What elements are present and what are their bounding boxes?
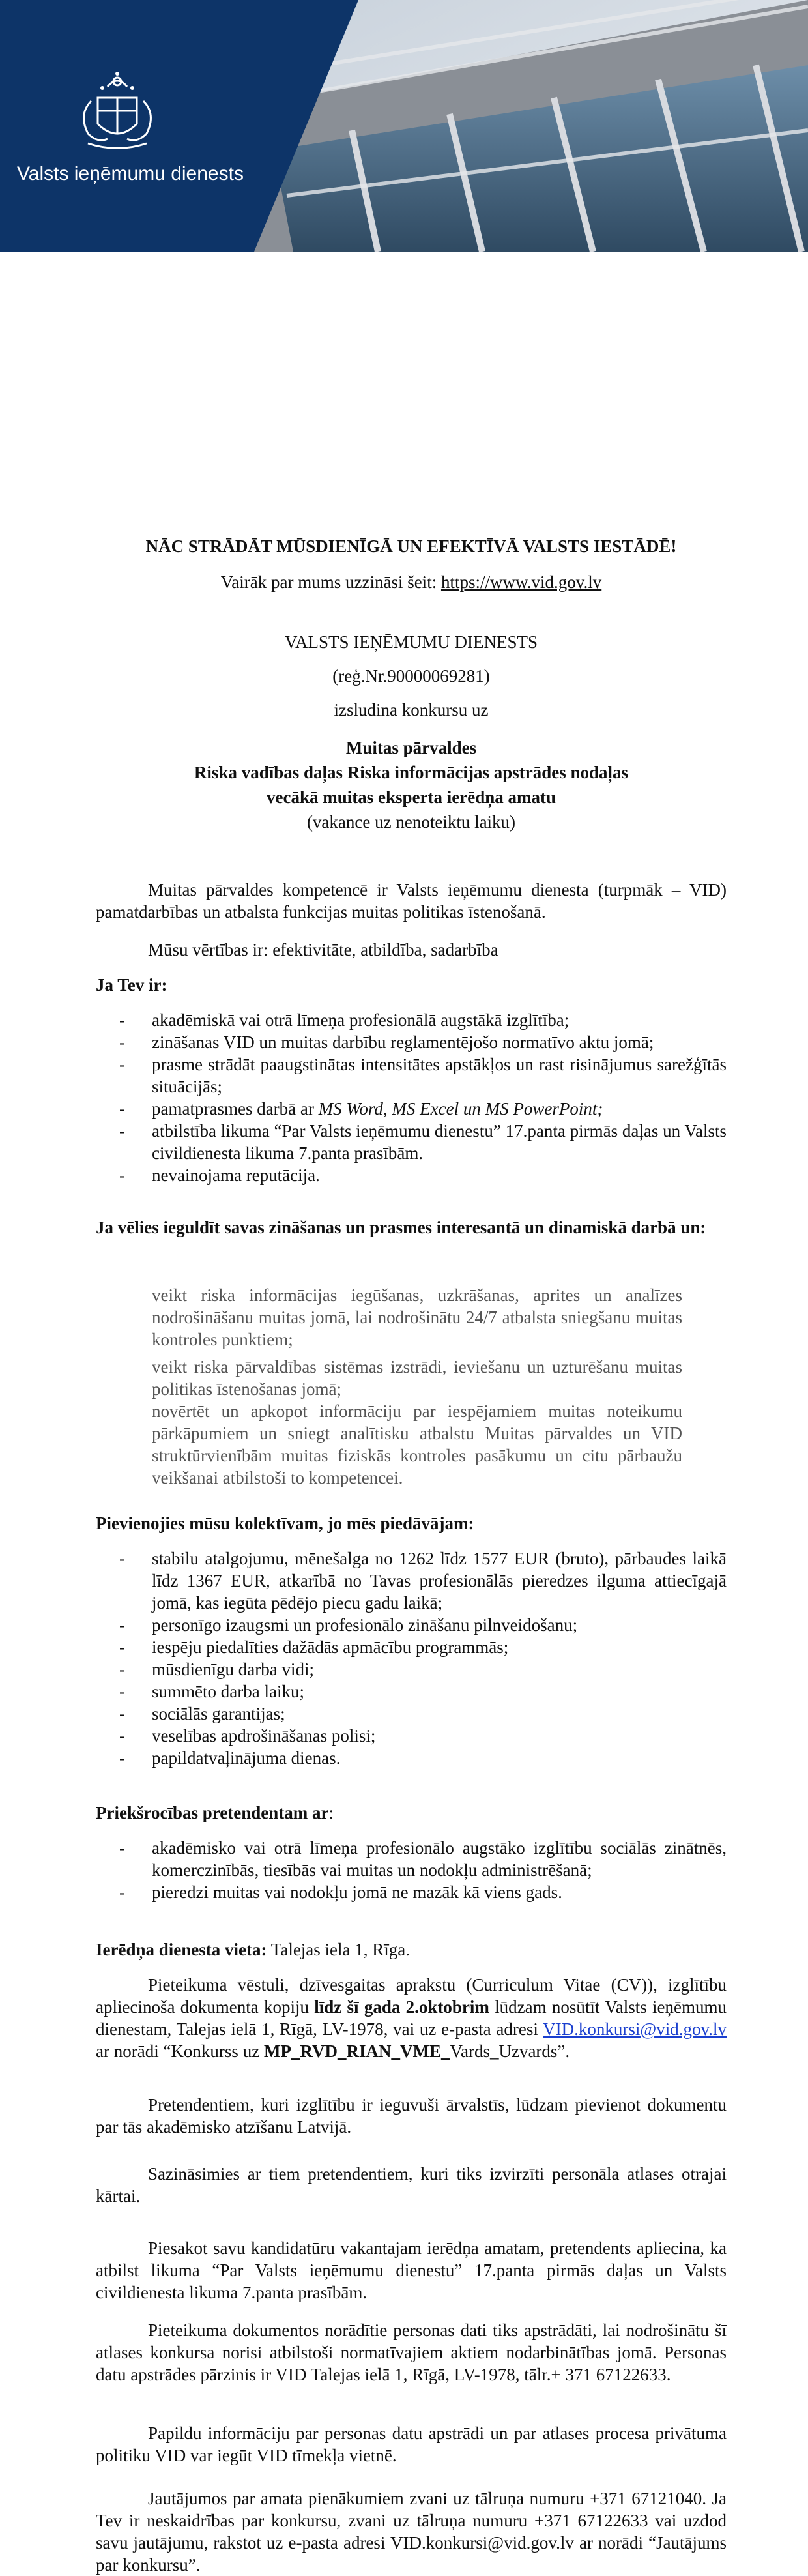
bullet-dash-icon: - bbox=[119, 1549, 125, 1568]
application-deadline: līdz šī gada 2.oktobrim bbox=[314, 1997, 489, 2017]
bullet-dash-icon: - bbox=[119, 1726, 125, 1746]
bullet-dash-icon: - bbox=[119, 1032, 125, 1052]
more-info bbox=[96, 571, 727, 593]
questions-paragraph: Jautājumos par amata pienākumiem zvani uz tālruņa numuru +371 67121040. Ja Tev ir neskaidrības par konkursu, zvani uz tālruņa numuru +371 67122633 vai uzdod savu jautājumu, rakstot uz e-pasta adresi VID.konkursi@vid.gov.lv ar norādi “Jautājums par konkursu”. bbox=[96, 2489, 727, 2575]
list-item: - zināšanas VID un muitas darbību reglamentējošo normatīvo aktu jomā; bbox=[119, 1032, 654, 1052]
department-2: Riska vadības daļas Riska informācijas apstrādes nodaļas bbox=[194, 763, 629, 782]
position-title: vecākā muitas eksperta ierēdņa amatu bbox=[267, 787, 556, 807]
list-item: - summēto darba laiku; bbox=[119, 1682, 304, 1701]
software-names: MS Word, MS Excel un MS PowerPoint; bbox=[318, 1099, 603, 1119]
compliance-paragraph: Piesakot savu kandidatūru vakantajam ierēdņa amatam, pretendents apliecina, ka atbilst likuma “Par Valsts ieņēmumu dienestu” 17.panta pirmās daļas un Valsts civildienesta likuma 7.panta prasībām. bbox=[96, 2238, 727, 2302]
bullet-dash-icon: - bbox=[119, 1055, 125, 1074]
list-item: - personīgo izaugsmi un profesionālo zināšanu pilnveidošanu; bbox=[119, 1615, 578, 1635]
coat-of-arms-icon bbox=[62, 55, 173, 166]
org-name-logo: Valsts ieņēmumu dienests bbox=[17, 163, 244, 184]
list-item: – veikt riska informācijas iegūšanas, uzkrāšanas, aprites un analīzes nodrošināšanu muitas jomā, lai nodrošinātu 24/7 atbalsta sniegšanu muitas kontroles punktiem; bbox=[119, 1285, 682, 1349]
offer-list bbox=[96, 1547, 727, 1769]
list-item: - atbilstība likuma “Par Valsts ieņēmumu dienestu” 17.panta pirmās daļas un Valsts civildienesta likuma 7.panta prasībām. bbox=[119, 1121, 727, 1163]
building-photo bbox=[254, 0, 808, 252]
vacancy-type: (vakance uz nenoteiktu laiku) bbox=[306, 812, 516, 832]
headline: NĀC STRĀDĀT MŪSDIENĪGĀ UN EFEKTĪVĀ VALSTS IESTĀDĒ! bbox=[145, 536, 677, 556]
list-item: - pieredzi muitas vai nodokļu jomā ne mazāk kā viens gads. bbox=[119, 1882, 562, 1902]
registration-number: (reģ.Nr.90000069281) bbox=[332, 666, 490, 686]
duties-heading: Ja vēlies ieguldīt savas zināšanas un prasmes interesantā un dinamiskā darbā un: bbox=[96, 1218, 706, 1237]
location-label: Ierēdņa dienesta vieta: bbox=[96, 1940, 267, 1959]
privacy-paragraph: Papildu informāciju par personas datu apstrādi un par atlases procesa privātuma politiku VID var iegūt VID tīmekļa vietnē. bbox=[96, 2423, 727, 2465]
bullet-dash-icon: - bbox=[119, 1099, 125, 1119]
advantages-list bbox=[96, 1837, 727, 1903]
bullet-dash-icon: – bbox=[119, 1289, 125, 1302]
requirements-list bbox=[96, 1009, 727, 1186]
list-item: - pamatprasmes darbā ar MS Word, MS Excel un MS PowerPoint; bbox=[119, 1099, 603, 1119]
list-item: - stabilu atalgojumu, mēnešalga no 1262 līdz 1577 EUR (bruto), pārbaudes laikā līdz 1367 EUR, atkarībā no Tavas profesionālās pieredzes ilguma attiecīgajā jomā, kas iegūta pēdējo piecu gadu laikā; bbox=[119, 1549, 727, 1613]
announces-text: izsludina konkursu uz bbox=[334, 700, 489, 720]
list-item: - iespēju piedalīties dažādās apmācību programmās; bbox=[119, 1637, 509, 1657]
service-location bbox=[96, 1939, 727, 1961]
application-paragraph: Pieteikuma vēstuli, dzīvesgaitas aprakstu (Curriculum Vitae (CV)), izglītību apliecinoša dokumenta kopiju līdz šī gada 2.oktobrim lūdzam nosūtīt Valsts ieņēmumu dienestam, Talejas ielā 1, Rīgā, LV-1978, vai uz e-pasta adresi VID.konkursi@vid.gov.lv ar norādi “Konkurss uz MP_RVD_RIAN_VME_Vards_Uzvards”. bbox=[96, 1975, 727, 2061]
bullet-dash-icon: - bbox=[119, 1637, 125, 1657]
bullet-dash-icon: – bbox=[119, 1405, 125, 1418]
bullet-dash-icon: - bbox=[119, 1660, 125, 1679]
bullet-dash-icon: - bbox=[119, 1682, 125, 1701]
bullet-dash-icon: - bbox=[119, 1121, 125, 1141]
list-item: – veikt riska pārvaldības sistēmas izstrādi, ieviešanu un uzturēšanu muitas politikas īstenošanas jomā; bbox=[119, 1357, 682, 1399]
bullet-dash-icon: - bbox=[119, 1615, 125, 1635]
bullet-dash-icon: - bbox=[119, 1010, 125, 1030]
bullet-dash-icon: - bbox=[119, 1882, 125, 1902]
logo bbox=[0, 0, 326, 252]
list-item: - nevainojama reputācija. bbox=[119, 1165, 320, 1185]
list-item: - papildatvaļinājuma dienas. bbox=[119, 1748, 341, 1768]
foreign-education-paragraph: Pretendentiem, kuri izglītību ir ieguvuši ārvalstīs, lūdzam pievienot dokumentu par tās akadēmisko atzīšanu Latvijā. bbox=[96, 2095, 727, 2137]
email-link[interactable]: VID.konkursi@vid.gov.lv bbox=[543, 2019, 727, 2039]
values-paragraph: Mūsu vērtības ir: efektivitāte, atbildība, sadarbība bbox=[148, 940, 498, 959]
list-item: - veselības apdrošināšanas polisi; bbox=[119, 1726, 376, 1746]
offer-heading: Pievienojies mūsu kolektīvam, jo mēs piedāvājam: bbox=[96, 1514, 474, 1533]
bullet-dash-icon: - bbox=[119, 1748, 125, 1768]
list-item: - mūsdienīgu darba vidi; bbox=[119, 1660, 314, 1679]
bullet-dash-icon: - bbox=[119, 1165, 125, 1185]
announcement-org: VALSTS IEŅĒMUMU DIENESTS bbox=[284, 632, 538, 652]
more-info-prefix: Vairāk par mums uzzināsi šeit: bbox=[220, 572, 441, 592]
list-item: - akadēmisko vai otrā līmeņa profesionālo augstāko izglītību sociālās zinātnēs, komerczinībās, tiesībās vai muitas un nodokļu administrēšanā; bbox=[119, 1838, 727, 1880]
application-code: MP_RVD_RIAN_VME_ bbox=[263, 2042, 450, 2061]
list-item: - prasme strādāt paaugstinātas intensitātes apstākļos un rast risinājumus sarežģītās situācijās; bbox=[119, 1055, 727, 1096]
data-processing-paragraph: Pieteikuma dokumentos norādītie personas dati tiks apstrādāti, lai nodrošinātu šī atlases konkursa norisi atbilstoši normatīvajiem aktiem nodarbinātības jomā. Personas datu apstrādes pārzinis ir VID Talejas ielā 1, Rīgā, LV-1978, tālr.+ 371 67122633. bbox=[96, 2320, 727, 2384]
list-item: – novērtēt un apkopot informāciju par iespējamiem muitas noteikumu pārkāpumiem un sniegt analītisku atbalstu Muitas pārvaldes un VID struktūrvienībām muitas fiziskās kontroles pasākumu un citu pārbaužu veikšanai atbilstoši to kompetencei. bbox=[119, 1401, 682, 1487]
header-banner bbox=[0, 0, 808, 252]
list-item: - akadēmiskā vai otrā līmeņa profesionālā augstākā izglītība; bbox=[119, 1010, 570, 1030]
contact-paragraph: Sazināsimies ar tiem pretendentiem, kuri tiks izvirzīti personāla atlases otrajai kārtai. bbox=[96, 2164, 727, 2206]
advantages-heading: Priekšrocības pretendentam ar: bbox=[96, 1803, 334, 1822]
bullet-dash-icon: - bbox=[119, 1704, 125, 1723]
duties-list bbox=[96, 1284, 682, 1489]
requirements-heading: Ja Tev ir: bbox=[96, 975, 167, 995]
about-paragraph: Muitas pārvaldes kompetencē ir Valsts ieņēmumu dienesta (turpmāk – VID) pamatdarbības un atbalsta funkcijas muitas politikas īstenošanā. bbox=[96, 880, 727, 922]
department-1: Muitas pārvaldes bbox=[345, 738, 477, 757]
bullet-dash-icon: - bbox=[119, 1838, 125, 1858]
bullet-dash-icon: – bbox=[119, 1360, 125, 1373]
list-item: - sociālās garantijas; bbox=[119, 1704, 285, 1723]
website-link[interactable]: https://www.vid.gov.lv bbox=[440, 572, 602, 592]
location-value: Talejas iela 1, Rīga. bbox=[267, 1940, 411, 1959]
